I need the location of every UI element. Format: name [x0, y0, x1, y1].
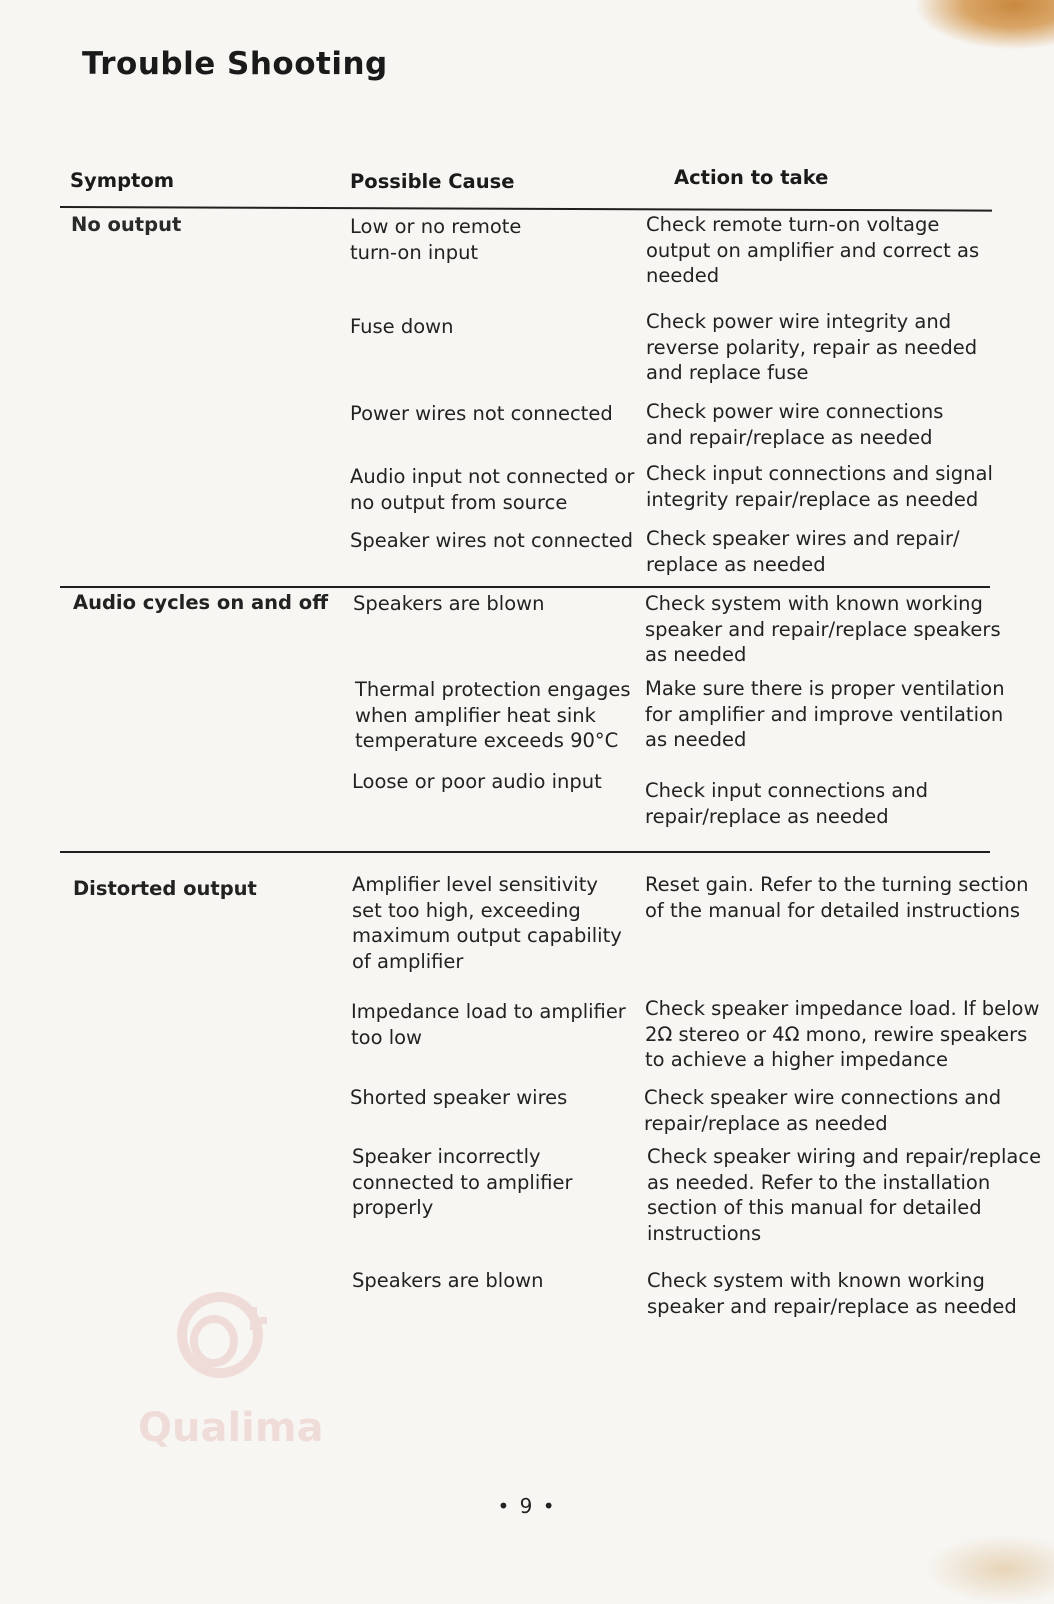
cause-cell: Power wires not connected	[350, 402, 613, 425]
cause-cell: Amplifier level sensitivity set too high, exceeding maximum output capability of amplifier	[352, 873, 622, 973]
cause-cell: Audio input not connected or no output from source	[350, 465, 635, 514]
action-cell: Check system with known working speaker and repair/replace speakers as needed	[645, 592, 1001, 666]
watermark-swirl-icon	[110, 1275, 340, 1405]
cause-cell: Fuse down	[350, 315, 454, 338]
header-symptom: Symptom	[70, 169, 175, 192]
watermark-text: Qualima	[138, 1405, 324, 1451]
watermark-logo	[110, 1275, 340, 1485]
action-cell: Check system with known working speaker and repair/replace as needed	[647, 1269, 1017, 1318]
header-possible-cause: Possible Cause	[350, 170, 515, 193]
action-cell: Make sure there is proper ventilation for amplifier and improve ventilation as needed	[645, 677, 1005, 751]
action-cell: Check input connections and repair/replace as needed	[645, 779, 929, 828]
cause-cell: Speaker incorrectly connected to amplifier properly	[352, 1145, 573, 1219]
page-number: • 9 •	[497, 1494, 557, 1518]
action-cell: Check input connections and signal integrity repair/replace as needed	[646, 462, 993, 511]
action-cell: Check power wire connections and repair/replace as needed	[646, 400, 944, 449]
page-corner-shadow-bottom	[924, 1534, 1054, 1604]
action-cell: Check remote turn-on voltage output on amplifier and correct as needed	[646, 213, 980, 287]
action-cell: Check speaker wires and repair/ replace as needed	[646, 527, 960, 576]
header-divider	[60, 206, 992, 212]
symptom-audio-cycles: Audio cycles on and off	[73, 591, 328, 614]
cause-cell: Impedance load to amplifier too low	[351, 1000, 626, 1049]
cause-cell: Low or no remote turn-on input	[350, 215, 522, 264]
action-cell: Check speaker wire connections and repair/replace as needed	[644, 1086, 1002, 1135]
cause-cell: Shorted speaker wires	[350, 1086, 568, 1109]
page-corner-shadow	[914, 0, 1054, 50]
action-cell: Check speaker impedance load. If below 2Ω stereo or 4Ω mono, rewire speakers to achieve a higher impedance	[645, 997, 1040, 1071]
page-title: Trouble Shooting	[82, 46, 388, 82]
action-cell: Reset gain. Refer to the turning section of the manual for detailed instructions	[645, 873, 1029, 922]
cause-cell: Loose or poor audio input	[352, 770, 602, 793]
cause-cell: Speakers are blown	[352, 1269, 544, 1292]
symptom-no-output: No output	[71, 213, 182, 236]
group-divider-1	[60, 586, 990, 588]
action-cell: Check speaker wiring and repair/replace as needed. Refer to the installation section of this manual for detailed instructions	[647, 1145, 1042, 1245]
cause-cell: Speakers are blown	[353, 592, 545, 615]
symptom-distorted-output: Distorted output	[73, 877, 257, 900]
cause-cell: Speaker wires not connected	[350, 529, 634, 552]
action-cell: Check power wire integrity and reverse polarity, repair as needed and replace fuse	[646, 310, 978, 384]
header-action-to-take: Action to take	[674, 166, 829, 189]
cause-cell: Thermal protection engages when amplifier heat sink temperature exceeds 90°C	[355, 678, 631, 752]
group-divider-2	[60, 851, 990, 853]
